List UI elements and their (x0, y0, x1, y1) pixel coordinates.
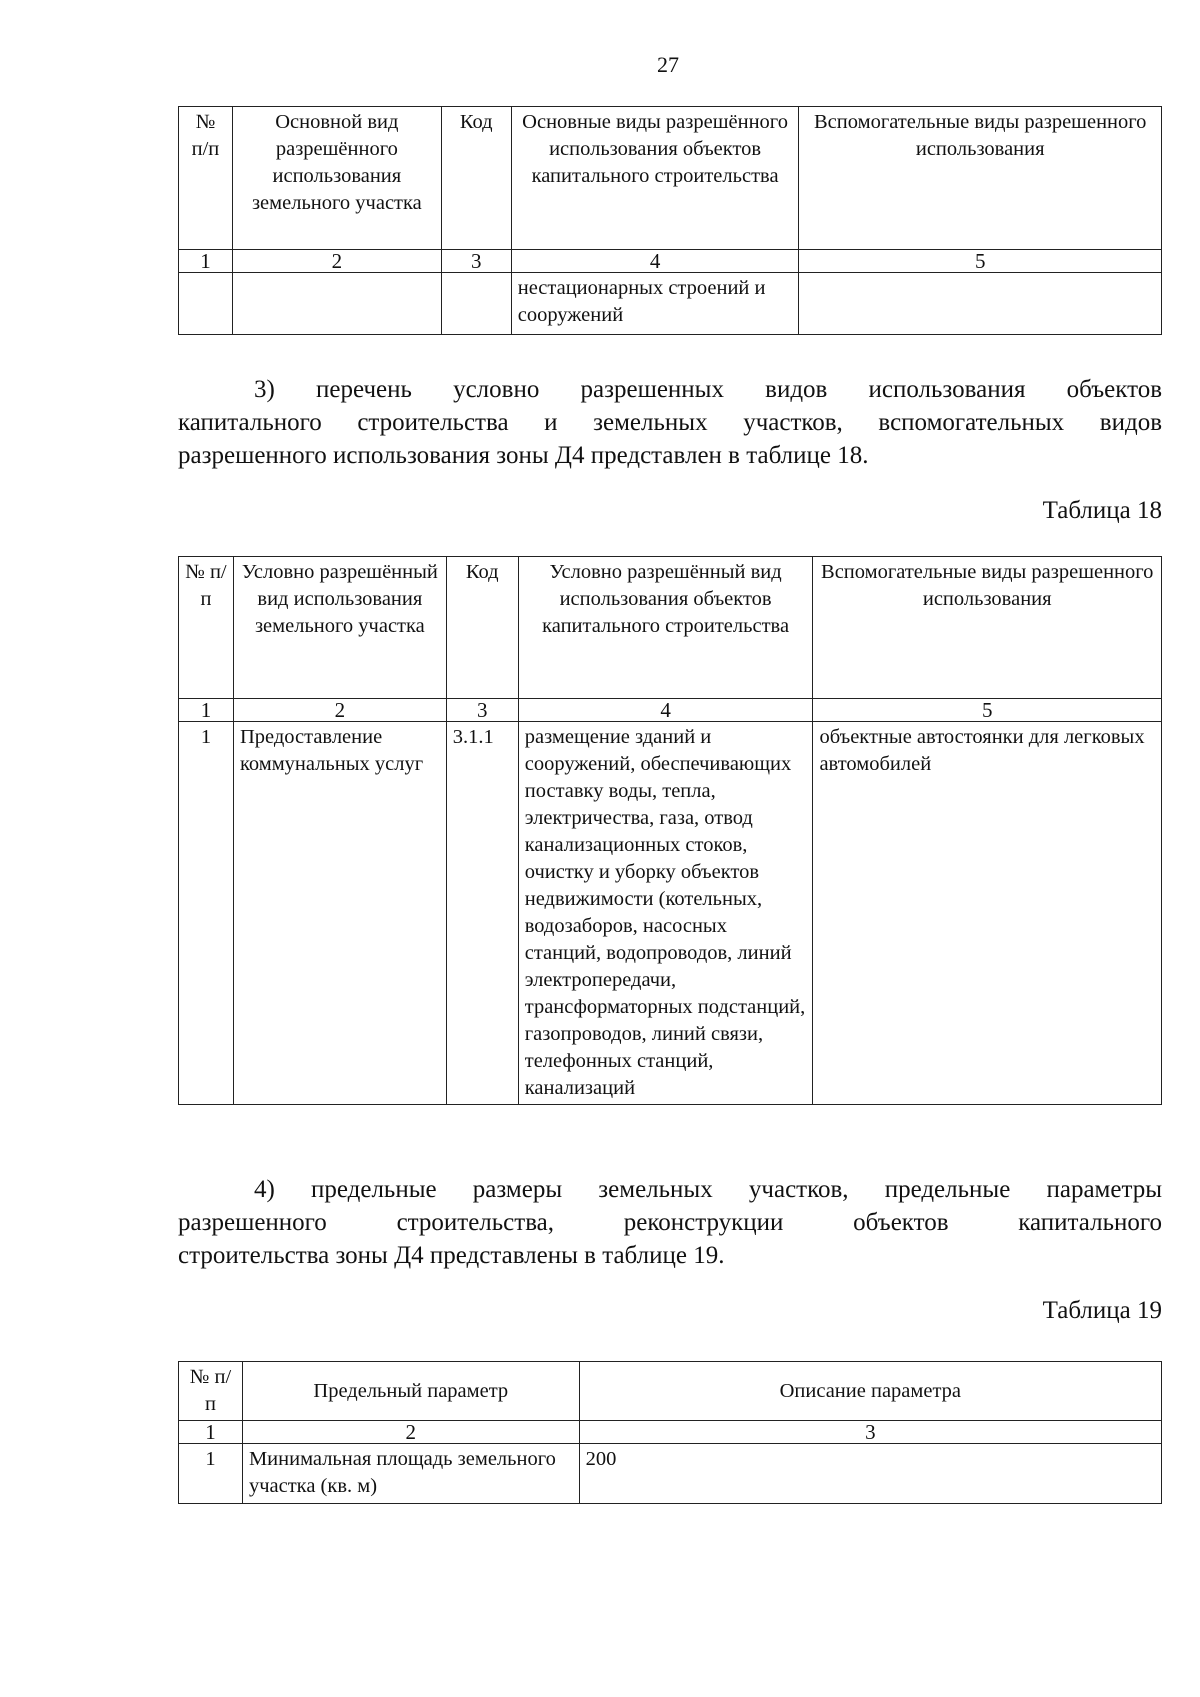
header-main-land-use: Основной вид разрешённого использования земельного участка (232, 107, 441, 250)
header-number: № п/п (179, 107, 233, 250)
table-19 (178, 1361, 1162, 1504)
paragraph-4 (178, 1173, 1162, 1272)
header-conditional-building-use: Условно разрешённый вид использования объектов капитального строительства (518, 557, 813, 699)
table-cell: нестационарных строений и сооружений (511, 273, 799, 335)
table-cell (232, 273, 441, 335)
col-number: 4 (511, 250, 799, 273)
col-number: 5 (813, 699, 1162, 722)
paragraph-line: 4) предельные размеры земельных участков, предельные параметры (254, 1176, 1162, 1203)
table-18 (178, 556, 1162, 1105)
col-number: 2 (233, 699, 446, 722)
header-conditional-land-use: Условно разрешённый вид использования земельного участка (233, 557, 446, 699)
table-cell (799, 273, 1162, 335)
paragraph-line: капитального строительства и земельных участков, вспомогательных видов (178, 409, 1162, 436)
table-cell: размещение зданий и сооружений, обеспечивающих поставку воды, тепла, электричества, газа, отвод канализационных стоков, очистку и уборку объектов недвижимости (котельных, водозаборов, насосных станций, водопроводов, линий электропередачи, трансформаторных подстанций, газопроводов, линий связи, телефонных станций, канализаций (518, 722, 813, 1105)
table-header-row (179, 1362, 1162, 1421)
table-19-caption: Таблица 19 (1042, 1297, 1162, 1324)
header-auxiliary-use: Вспомогательные виды разрешенного использования (813, 557, 1162, 699)
header-main-building-use: Основные виды разрешённого использования объектов капитального строительства (511, 107, 799, 250)
table-row (179, 273, 1162, 335)
col-number: 2 (242, 1421, 579, 1444)
paragraph-3 (178, 373, 1162, 472)
col-number: 3 (441, 250, 511, 273)
col-number: 5 (799, 250, 1162, 273)
header-limit-parameter: Предельный параметр (242, 1362, 579, 1421)
col-number: 4 (518, 699, 813, 722)
paragraph-line: 3) перечень условно разрешенных видов использования объектов (254, 376, 1162, 403)
header-code: Код (446, 557, 518, 699)
paragraph-line: разрешенного использования зоны Д4 представлен в таблице 18. (178, 442, 869, 469)
header-auxiliary-use: Вспомогательные виды разрешенного использования (799, 107, 1162, 250)
header-number: № п/п (179, 1362, 243, 1421)
col-number: 1 (179, 1421, 243, 1444)
table-cell: 3.1.1 (446, 722, 518, 1105)
page-number: 27 (657, 52, 679, 77)
table-cell: Минимальная площадь земельного участка (кв. м) (242, 1444, 579, 1504)
table-cell: объектные автостоянки для легковых автомобилей (813, 722, 1162, 1105)
table-cell: 200 (579, 1444, 1161, 1504)
table-header-row (179, 107, 1162, 250)
col-number: 1 (179, 250, 233, 273)
col-number: 3 (446, 699, 518, 722)
table-18-caption: Таблица 18 (1042, 497, 1162, 524)
table-cell: Предоставление коммунальных услуг (233, 722, 446, 1105)
table-numbering-row (179, 1421, 1162, 1444)
col-number: 3 (579, 1421, 1161, 1444)
col-number: 1 (179, 699, 234, 722)
paragraph-line: разрешенного строительства, реконструкции объектов капитального (178, 1209, 1162, 1236)
table-cell: 1 (179, 722, 234, 1105)
header-number: № п/п (179, 557, 234, 699)
paragraph-line: строительства зоны Д4 представлены в таблице 19. (178, 1242, 725, 1269)
header-parameter-description: Описание параметра (579, 1362, 1161, 1421)
table-row (179, 722, 1162, 1105)
table-numbering-row (179, 250, 1162, 273)
table-cell: 1 (179, 1444, 243, 1504)
continued-table (178, 106, 1162, 335)
table-cell (179, 273, 233, 335)
header-code: Код (441, 107, 511, 250)
table-row (179, 1444, 1162, 1504)
table-numbering-row (179, 699, 1162, 722)
col-number: 2 (232, 250, 441, 273)
table-cell (441, 273, 511, 335)
table-header-row (179, 557, 1162, 699)
